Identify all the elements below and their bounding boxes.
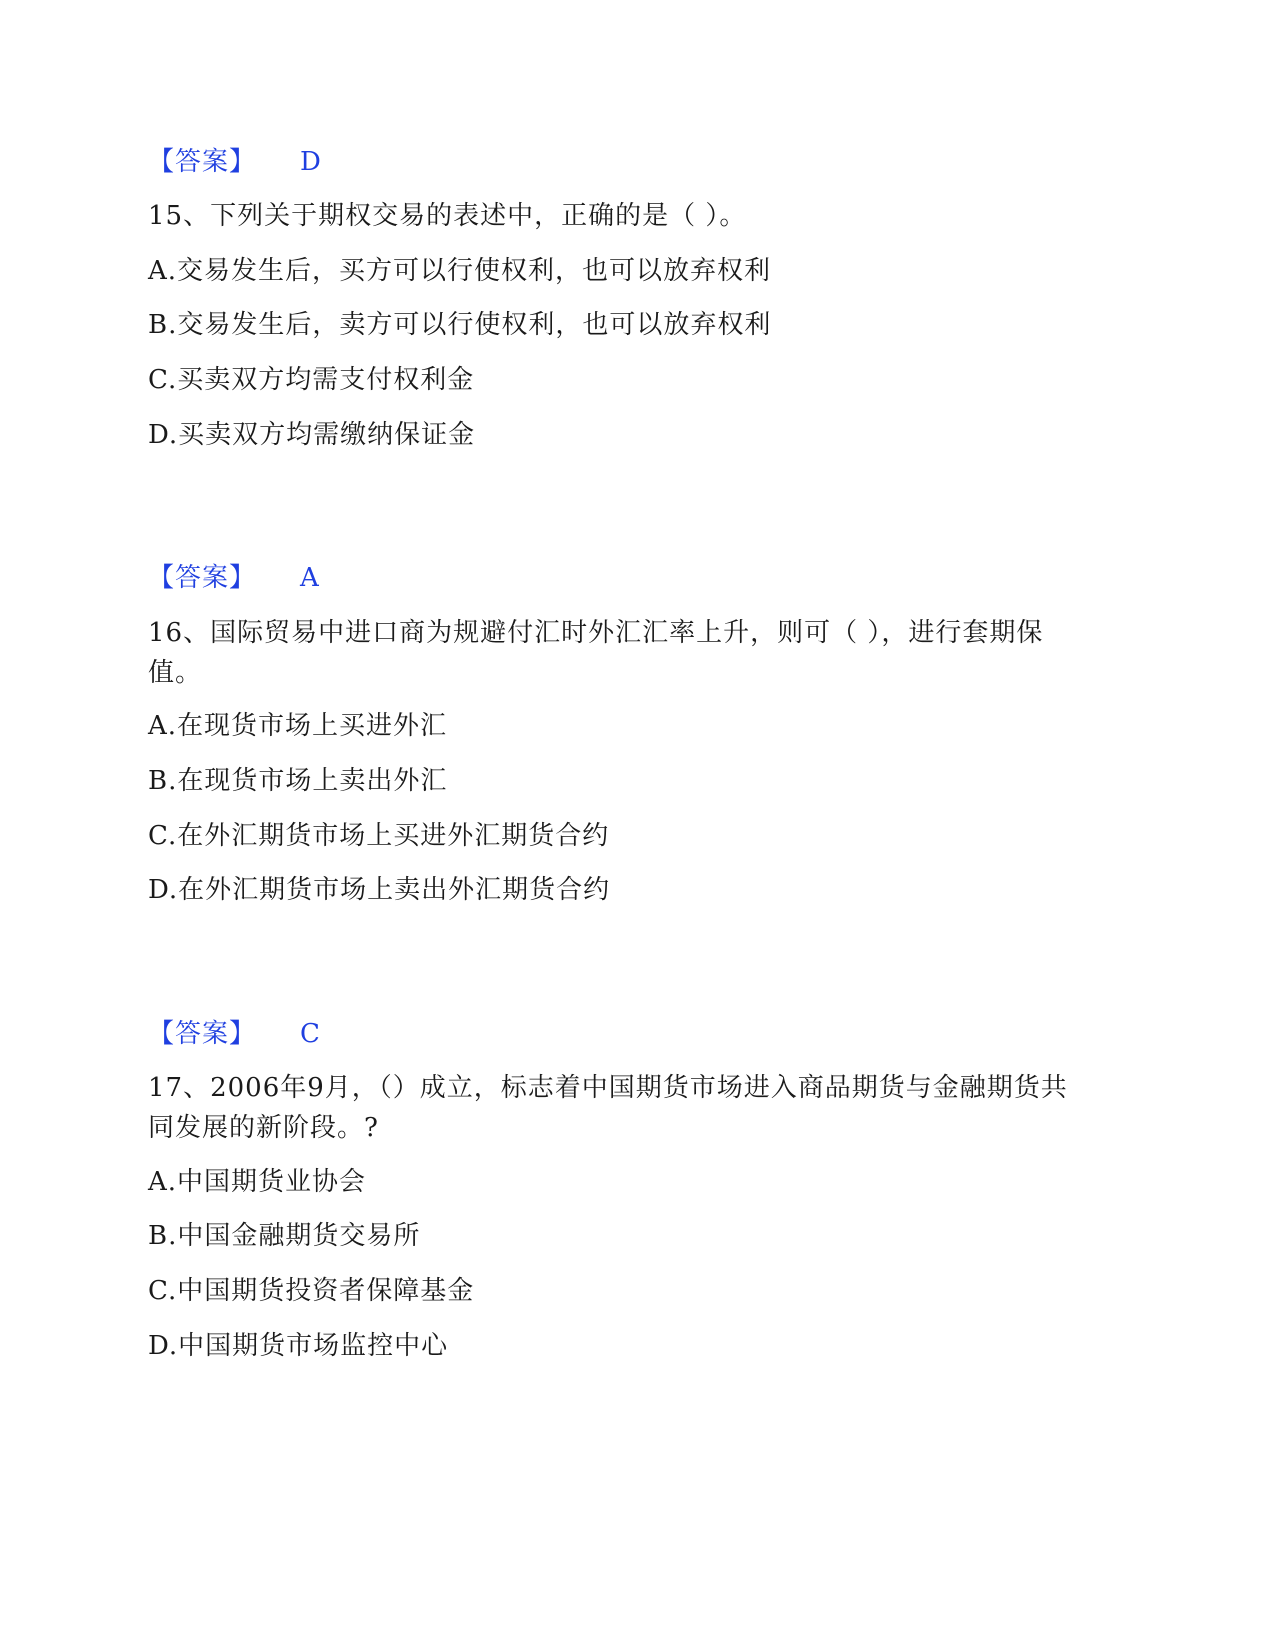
question-text (148, 1068, 1088, 1148)
question-stem: 2006年9月，（）成立，标志着中国期货市场进入商品期货与金融期货共同发展的新阶段。? (148, 1073, 1068, 1143)
answer-line (148, 142, 322, 182)
question-number: 15、 (148, 201, 211, 231)
option-d: D.买卖双方均需缴纳保证金 (148, 420, 476, 450)
question-text (148, 196, 1088, 236)
question-text (148, 613, 1088, 693)
answer-label: 【答案】 (148, 1019, 257, 1049)
answer-line (148, 1014, 321, 1054)
answer-value: A (300, 563, 320, 593)
option-a: A.在现货市场上买进外汇 (148, 711, 448, 741)
question-stem: 国际贸易中进口商为规避付汇时外汇汇率上升，则可（ ），进行套期保值。 (148, 618, 1044, 688)
option-a: A.中国期货业协会 (148, 1167, 367, 1197)
option-a: A.交易发生后，买方可以行使权利，也可以放弃权利 (148, 256, 772, 286)
answer-value: D (300, 147, 322, 177)
option-c: C.中国期货投资者保障基金 (148, 1276, 475, 1306)
option-c: C.在外汇期货市场上买进外汇期货合约 (148, 821, 610, 851)
option-d: D.在外汇期货市场上卖出外汇期货合约 (148, 875, 611, 905)
option-b: B.中国金融期货交易所 (148, 1221, 421, 1251)
option-b: B.在现货市场上卖出外汇 (148, 766, 448, 796)
answer-label: 【答案】 (148, 147, 257, 177)
answer-value: C (300, 1019, 321, 1049)
answer-label: 【答案】 (148, 563, 257, 593)
option-b: B.交易发生后，卖方可以行使权利，也可以放弃权利 (148, 310, 772, 340)
option-c: C.买卖双方均需支付权利金 (148, 365, 475, 395)
option-d: D.中国期货市场监控中心 (148, 1331, 449, 1361)
answer-line (148, 558, 320, 598)
question-number: 17、 (148, 1073, 211, 1103)
question-stem: 下列关于期权交易的表述中，正确的是（ ）。 (210, 201, 747, 231)
question-number: 16、 (148, 618, 211, 648)
